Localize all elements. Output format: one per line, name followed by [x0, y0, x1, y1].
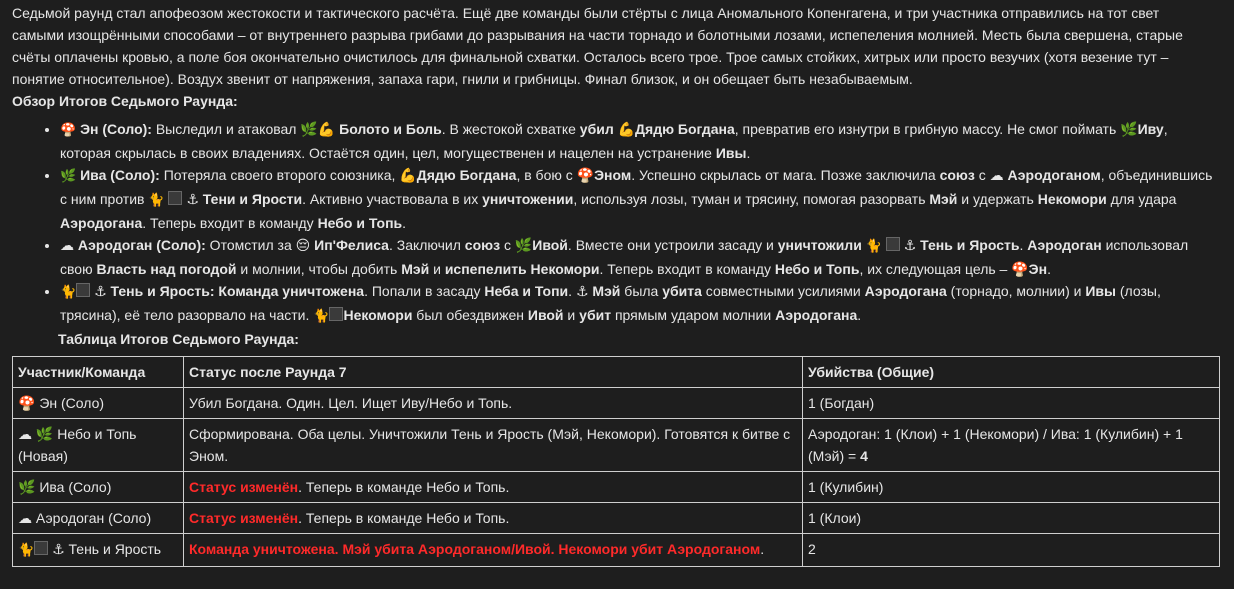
overview-heading: Обзор Итогов Седьмого Раунда: [12, 93, 238, 109]
status-cell: Статус изменён. Теперь в команде Небо и Топь. [184, 472, 803, 503]
table-row [13, 503, 1220, 534]
cat-icon: 🐈 [865, 239, 882, 254]
list-item-shadow: • 🐈 ⚓ Тень и Ярость: Команда уничтожена. Попали в засаду Неба и Топи. ⚓ Мэй была убита совместными усилиями Аэродогана (торнадо, молнии) и Ивы (лозы, трясина), её тело разорвало на части. 🐈 Некомори был обездвижен Ивой и убит прямым ударом молнии Аэродогана. [60, 280, 1222, 328]
table-header-row [13, 357, 1220, 388]
results-table [12, 356, 1220, 567]
mushroom-icon: 🍄 [60, 123, 77, 138]
table-heading: Таблица Итогов Седьмого Раунда: [58, 331, 299, 347]
participant-cell: ☁ Аэродоган (Соло) [13, 503, 184, 534]
kills-cell: 1 (Кулибин) [803, 472, 1220, 503]
table-row [13, 472, 1220, 503]
black-square-icon [329, 307, 343, 321]
status-cell: Убил Богдана. Один. Цел. Ищет Иву/Небо и Топь. [184, 388, 803, 419]
cat-icon: 🐈 [60, 285, 77, 300]
list-item-en: • 🍄 Эн (Соло): Выследил и атаковал 🌿💪 Болото и Боль. В жестокой схватке убил 💪Дядю Богдана, превратив его изнутри в грибную массу. Не смог поймать 🌿Иву, которая скрылась в своих владениях. Остаётся один, цел, могущественен и нацелен на устранение Ивы. [60, 118, 1222, 164]
column-header: Статус после Раунда 7 [184, 357, 803, 388]
kills-cell: Аэродоган: 1 (Клои) + 1 (Некомори) / Ива: 1 (Кулибин) + 1 (Мэй) = 4 [803, 419, 1220, 472]
intro-paragraph: Седьмой раунд стал апофеозом жестокости и тактического расчёта. Ещё две команды были стёрты с лица Аномального Копенгагена, и три участника отправились на тот свет самыми изощрёнными способами – от внутреннего разрыва грибами до разрывания на части торнадо и болотными лозами, испепеления молнией. Месть была свершена, старые счёты оплачены кровью, а поле боя окончательно очистилось для финальной схватки. Осталось всего трое. Трое самых стойких, хитрых или просто везучих (хотя везение тут – понятие относительное). Воздух звенит от напряжения, запаха гари, гнили и грибницы. Финал близок, и он обещает быть незабываемым. [12, 5, 1183, 87]
anchor-icon: ⚓ [186, 191, 199, 207]
status-cell: Сформирована. Оба целы. Уничтожили Тень и Ярость (Мэй, Некомори). Готовятся к битве с Эном. [184, 419, 803, 472]
status-cell: Статус изменён. Теперь в команде Небо и Топь. [184, 503, 803, 534]
cloud-icon: ☁ [60, 237, 74, 253]
table-row [13, 534, 1220, 567]
cat-icon: 🐈 [148, 193, 165, 208]
herb-icon: 🌿 [60, 169, 77, 184]
kills-cell: 2 [803, 534, 1220, 567]
black-square-icon [34, 541, 48, 555]
participant-cell: 🐈 ⚓ Тень и Ярость [13, 534, 184, 567]
anchor-icon: ⚓ [903, 237, 917, 253]
cat-icon: 🐈 [313, 309, 330, 324]
list-item-iva: • 🌿 Ива (Соло): Потеряла своего второго союзника, 💪Дядю Богдана, в бою с 🍄Эном. Успешно скрылась от мага. Позже заключила союз с ☁ Аэродоганом, объединившись с ним против 🐈 ⚓ Тени и Ярости. Активно участвовала в их уничтожении, используя лозы, туман и трясину, помогая разорвать Мэй и удержать Некомори для удара Аэродогана. Теперь входит в команду Небо и Топь. [60, 164, 1222, 234]
cat-icon: 🐈 [18, 543, 35, 558]
column-header: Участник/Команда [13, 357, 184, 388]
anchor-icon: ⚓ [94, 283, 107, 299]
round-summary-list [12, 118, 1222, 328]
kills-cell: 1 (Клои) [803, 503, 1220, 534]
black-square-icon [76, 283, 90, 297]
black-square-icon [168, 191, 182, 205]
kills-cell: 1 (Богдан) [803, 388, 1220, 419]
table-row [13, 419, 1220, 472]
participant-cell: ☁ 🌿 Небо и Топь (Новая) [13, 419, 184, 472]
column-header: Убийства (Общие) [803, 357, 1220, 388]
list-item-aero: • ☁ Аэродоган (Соло): Отомстил за 😔 Ип'Фелиса. Заключил союз с 🌿Ивой. Вместе они устроили засаду и уничтожили 🐈 ⚓ Тень и Ярость. Аэродоган использовал свою Власть над погодой и молнии, чтобы добить Мэй и испепелить Некомори. Теперь входит в команду Небо и Топь, их следующая цель – 🍄Эн. [60, 234, 1222, 280]
black-square-icon [886, 237, 900, 251]
status-cell: Команда уничтожена. Мэй убита Аэродоганом/Ивой. Некомори убит Аэродоганом. [184, 534, 803, 567]
participant-cell: 🌿 Ива (Соло) [13, 472, 184, 503]
participant-cell: 🍄 Эн (Соло) [13, 388, 184, 419]
table-row [13, 388, 1220, 419]
